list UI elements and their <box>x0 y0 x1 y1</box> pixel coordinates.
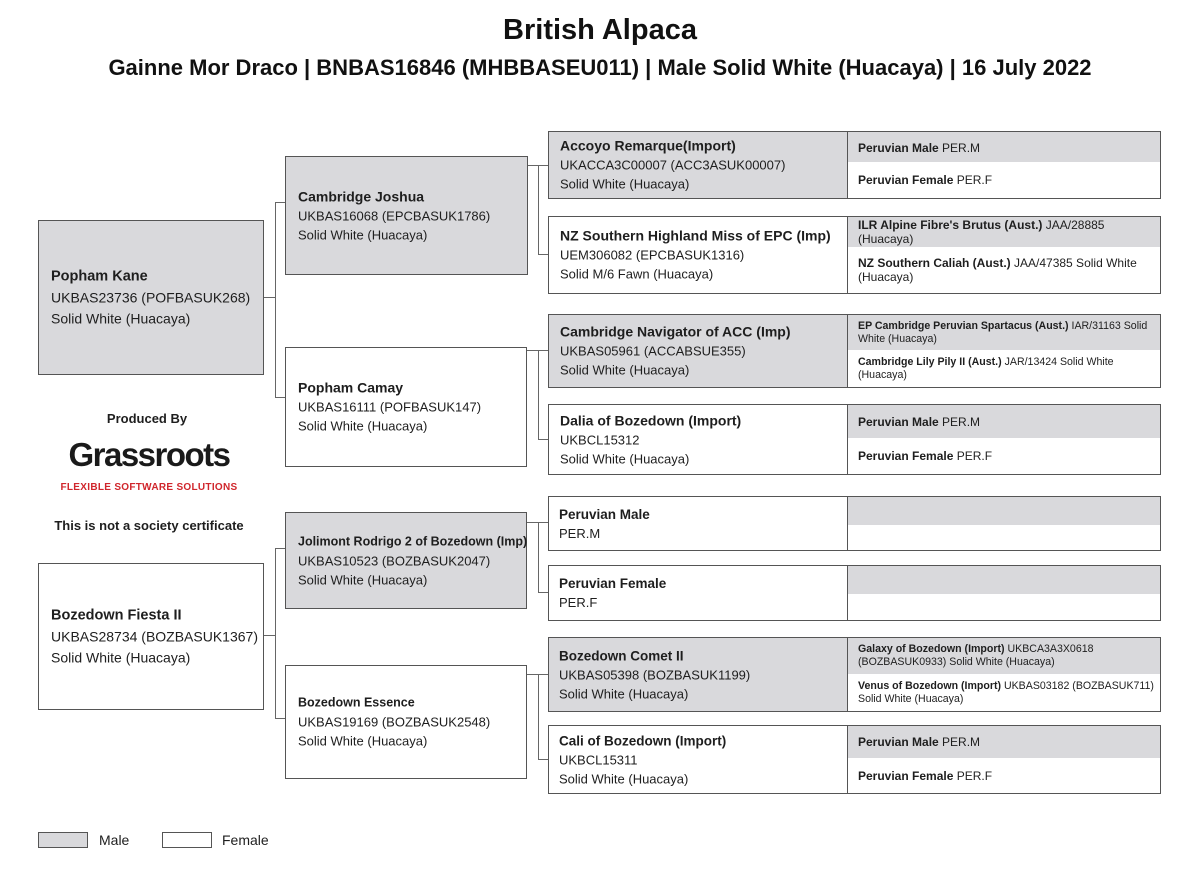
connector <box>275 548 285 549</box>
connector <box>538 350 539 440</box>
ancestor-details: JAA/47385 Solid White (Huacaya) <box>858 256 1137 284</box>
registration: UKBAS05961 (ACCABSUE355) <box>560 343 746 359</box>
ancestor-details: PER.F <box>956 768 993 783</box>
colour: Solid White (Huacaya) <box>559 686 689 701</box>
great-great-grandparents <box>847 566 1160 620</box>
great-great-grandparents <box>847 405 1160 474</box>
connector <box>538 254 548 255</box>
connector <box>275 397 285 398</box>
ancestor-name: ILR Alpine Fibre's Brutus (Aust.) <box>858 218 1043 232</box>
animal-summary: Gainne Mor Draco | BNBAS16846 (MHBBASEU011) | Male Solid White (Huacaya) | 16 July 2022 <box>108 55 1092 80</box>
ancestor-name: Peruvian Female <box>858 173 954 187</box>
colour: Solid White (Huacaya) <box>298 572 428 587</box>
great-grandparent-card <box>549 315 847 387</box>
great-grandparent-card <box>549 726 847 793</box>
connector <box>538 165 539 255</box>
great-grandsire-row <box>548 496 1161 551</box>
connector <box>538 522 539 593</box>
connector <box>538 592 548 593</box>
great-great-grandparents <box>847 217 1160 293</box>
male-ancestor-cell <box>848 566 1160 595</box>
connector <box>538 674 539 760</box>
connector <box>275 548 276 719</box>
ancestor-name: Venus of Bozedown (Import) <box>858 679 1002 692</box>
ancestor-name: Cambridge Lily Pily II (Aust.) <box>858 355 1002 368</box>
animal-name: Dalia of Bozedown (Import) <box>560 412 742 428</box>
connector <box>538 350 548 351</box>
ancestor-name: Peruvian Female <box>858 768 954 783</box>
connector <box>275 202 285 203</box>
great-grandparent-card <box>549 566 847 620</box>
colour: Solid White (Huacaya) <box>560 451 690 466</box>
connector <box>275 718 285 719</box>
ancestor-name: Peruvian Male <box>858 735 939 749</box>
colour: Solid White (Huacaya) <box>560 176 690 192</box>
sire-card <box>38 220 264 375</box>
male-ancestor-cell <box>848 405 1160 439</box>
grassroots-logo: Grassroots <box>68 436 230 473</box>
great-granddam-row <box>548 725 1161 794</box>
animal-name: Popham Camay <box>298 379 404 396</box>
animal-name: Bozedown Comet II <box>559 648 684 663</box>
connector <box>275 202 276 398</box>
registration: UKBCL15312 <box>560 432 640 447</box>
colour: Solid White (Huacaya) <box>51 649 191 665</box>
tagline-part: FLEXIBLE <box>60 482 115 493</box>
connector <box>538 674 548 675</box>
female-ancestor-cell <box>848 162 1160 198</box>
female-ancestor-cell <box>848 438 1160 474</box>
female-ancestor-cell <box>848 525 1160 550</box>
female-ancestor-cell <box>848 674 1160 711</box>
logo-tagline <box>38 482 260 493</box>
registration: UKBAS23736 (POFBASUK268) <box>51 289 251 305</box>
ancestor-details: IAR/31163 Solid White (Huacaya) <box>858 319 1148 345</box>
ancestor-name: Peruvian Female <box>858 449 954 463</box>
great-great-grandparents <box>847 638 1160 711</box>
animal-name: Peruvian Male <box>559 506 650 522</box>
male-ancestor-cell <box>848 726 1160 759</box>
ancestor-details: JAR/13424 Solid White (Huacaya) <box>858 355 1114 381</box>
registration: PER.M <box>559 525 601 541</box>
registration: UKBAS16068 (EPCBASUK1786) <box>298 208 491 223</box>
female-ancestor-cell <box>848 350 1160 387</box>
great-grandparent-card <box>549 132 847 198</box>
colour: Solid M/6 Fawn (Huacaya) <box>560 266 714 282</box>
male-ancestor-cell <box>848 315 1160 351</box>
connector <box>538 439 548 440</box>
ancestor-name: Peruvian Male <box>858 414 939 429</box>
great-granddam-row <box>548 404 1161 475</box>
ancestor-details: PER.M <box>942 735 981 749</box>
ancestor-details: UKBCA3A3X0618 (BOZBASUK0933) Solid White (Huacaya) <box>858 643 1094 668</box>
paternal-grandsire-card <box>285 156 528 275</box>
animal-name: Cambridge Joshua <box>298 188 425 204</box>
produced-by-label: Produced By <box>106 411 188 426</box>
ancestor-details: PER.F <box>956 173 993 187</box>
registration: UKBCL15311 <box>559 752 638 767</box>
great-granddam-row <box>548 216 1161 294</box>
registration: UKBAS10523 (BOZBASUK2047) <box>298 553 491 568</box>
connector <box>538 522 548 523</box>
female-ancestor-cell <box>848 247 1160 293</box>
great-grandsire-row <box>548 637 1161 712</box>
female-ancestor-cell <box>848 758 1160 793</box>
great-grandsire-row <box>548 131 1161 199</box>
colour: Solid White (Huacaya) <box>298 733 428 749</box>
paternal-granddam-card <box>285 347 527 467</box>
great-grandparent-card <box>549 638 847 711</box>
dam-card <box>38 563 264 710</box>
registration: UEM306082 (EPCBASUK1316) <box>560 247 745 263</box>
animal-name: Cambridge Navigator of ACC (Imp) <box>560 323 791 340</box>
legend-female-swatch <box>162 832 212 848</box>
registration: UKBAS28734 (BOZBASUK1367) <box>51 628 258 644</box>
connector <box>264 635 275 636</box>
connector <box>538 165 548 166</box>
animal-name: Bozedown Essence <box>298 695 415 710</box>
animal-name: Bozedown Fiesta II <box>51 607 182 623</box>
page-title: British Alpaca <box>503 14 697 46</box>
great-grandsire-row <box>548 314 1161 388</box>
maternal-grandsire-card <box>285 512 527 609</box>
great-grandparent-card <box>549 217 847 293</box>
male-ancestor-cell <box>848 132 1160 164</box>
ancestor-name: EP Cambridge Peruvian Spartacus (Aust.) <box>858 319 1069 332</box>
great-great-grandparents <box>847 315 1160 387</box>
disclaimer: This is not a society certificate <box>54 518 244 533</box>
animal-name: Accoyo Remarque(Import) <box>560 137 736 154</box>
male-ancestor-cell <box>848 638 1160 675</box>
colour: Solid White (Huacaya) <box>298 418 428 434</box>
female-ancestor-cell <box>848 594 1160 620</box>
colour: Solid White (Huacaya) <box>51 310 191 326</box>
registration: UKACCA3C00007 (ACC3ASUK00007) <box>560 157 786 173</box>
great-grandparent-card <box>549 497 847 550</box>
legend-male-label: Male <box>99 832 130 848</box>
connector <box>538 759 548 760</box>
ancestor-details: PER.M <box>942 140 981 155</box>
animal-name: Popham Kane <box>51 268 148 284</box>
animal-name: Cali of Bozedown (Import) <box>559 733 727 748</box>
animal-name: Peruvian Female <box>559 576 667 591</box>
male-ancestor-cell <box>848 217 1160 248</box>
ancestor-name: Galaxy of Bozedown (Import) <box>858 643 1005 655</box>
registration: PER.F <box>559 595 598 610</box>
colour: Solid White (Huacaya) <box>559 771 689 786</box>
ancestor-name: NZ Southern Caliah (Aust.) <box>858 256 1011 270</box>
male-ancestor-cell <box>848 497 1160 526</box>
registration: UKBAS16111 (POFBASUK147) <box>298 399 482 415</box>
ancestor-details: PER.M <box>942 414 981 429</box>
registration: UKBAS05398 (BOZBASUK1199) <box>559 667 751 682</box>
great-grandparent-card <box>549 405 847 474</box>
animal-name: NZ Southern Highland Miss of EPC (Imp) <box>560 227 831 244</box>
tagline-part: SOFTWARE SOLUTIONS <box>114 482 238 493</box>
legend-male-swatch <box>38 832 88 848</box>
great-great-grandparents <box>847 132 1160 198</box>
great-great-grandparents <box>847 726 1160 793</box>
colour: Solid White (Huacaya) <box>560 362 690 378</box>
animal-name: Jolimont Rodrigo 2 of Bozedown (Imp) <box>298 534 528 548</box>
ancestor-details: UKBAS03182 (BOZBASUK711) Solid White (Huacaya) <box>858 679 1154 705</box>
registration: UKBAS19169 (BOZBASUK2548) <box>298 714 491 730</box>
colour: Solid White (Huacaya) <box>298 227 428 242</box>
connector <box>264 297 275 298</box>
ancestor-details: PER.F <box>956 449 993 463</box>
ancestor-name: Peruvian Male <box>858 140 939 155</box>
maternal-granddam-card <box>285 665 527 779</box>
legend-female-label: Female <box>222 832 269 848</box>
ancestor-details: JAA/28885 (Huacaya) <box>858 218 1105 246</box>
great-granddam-row <box>548 565 1161 621</box>
great-great-grandparents <box>847 497 1160 550</box>
